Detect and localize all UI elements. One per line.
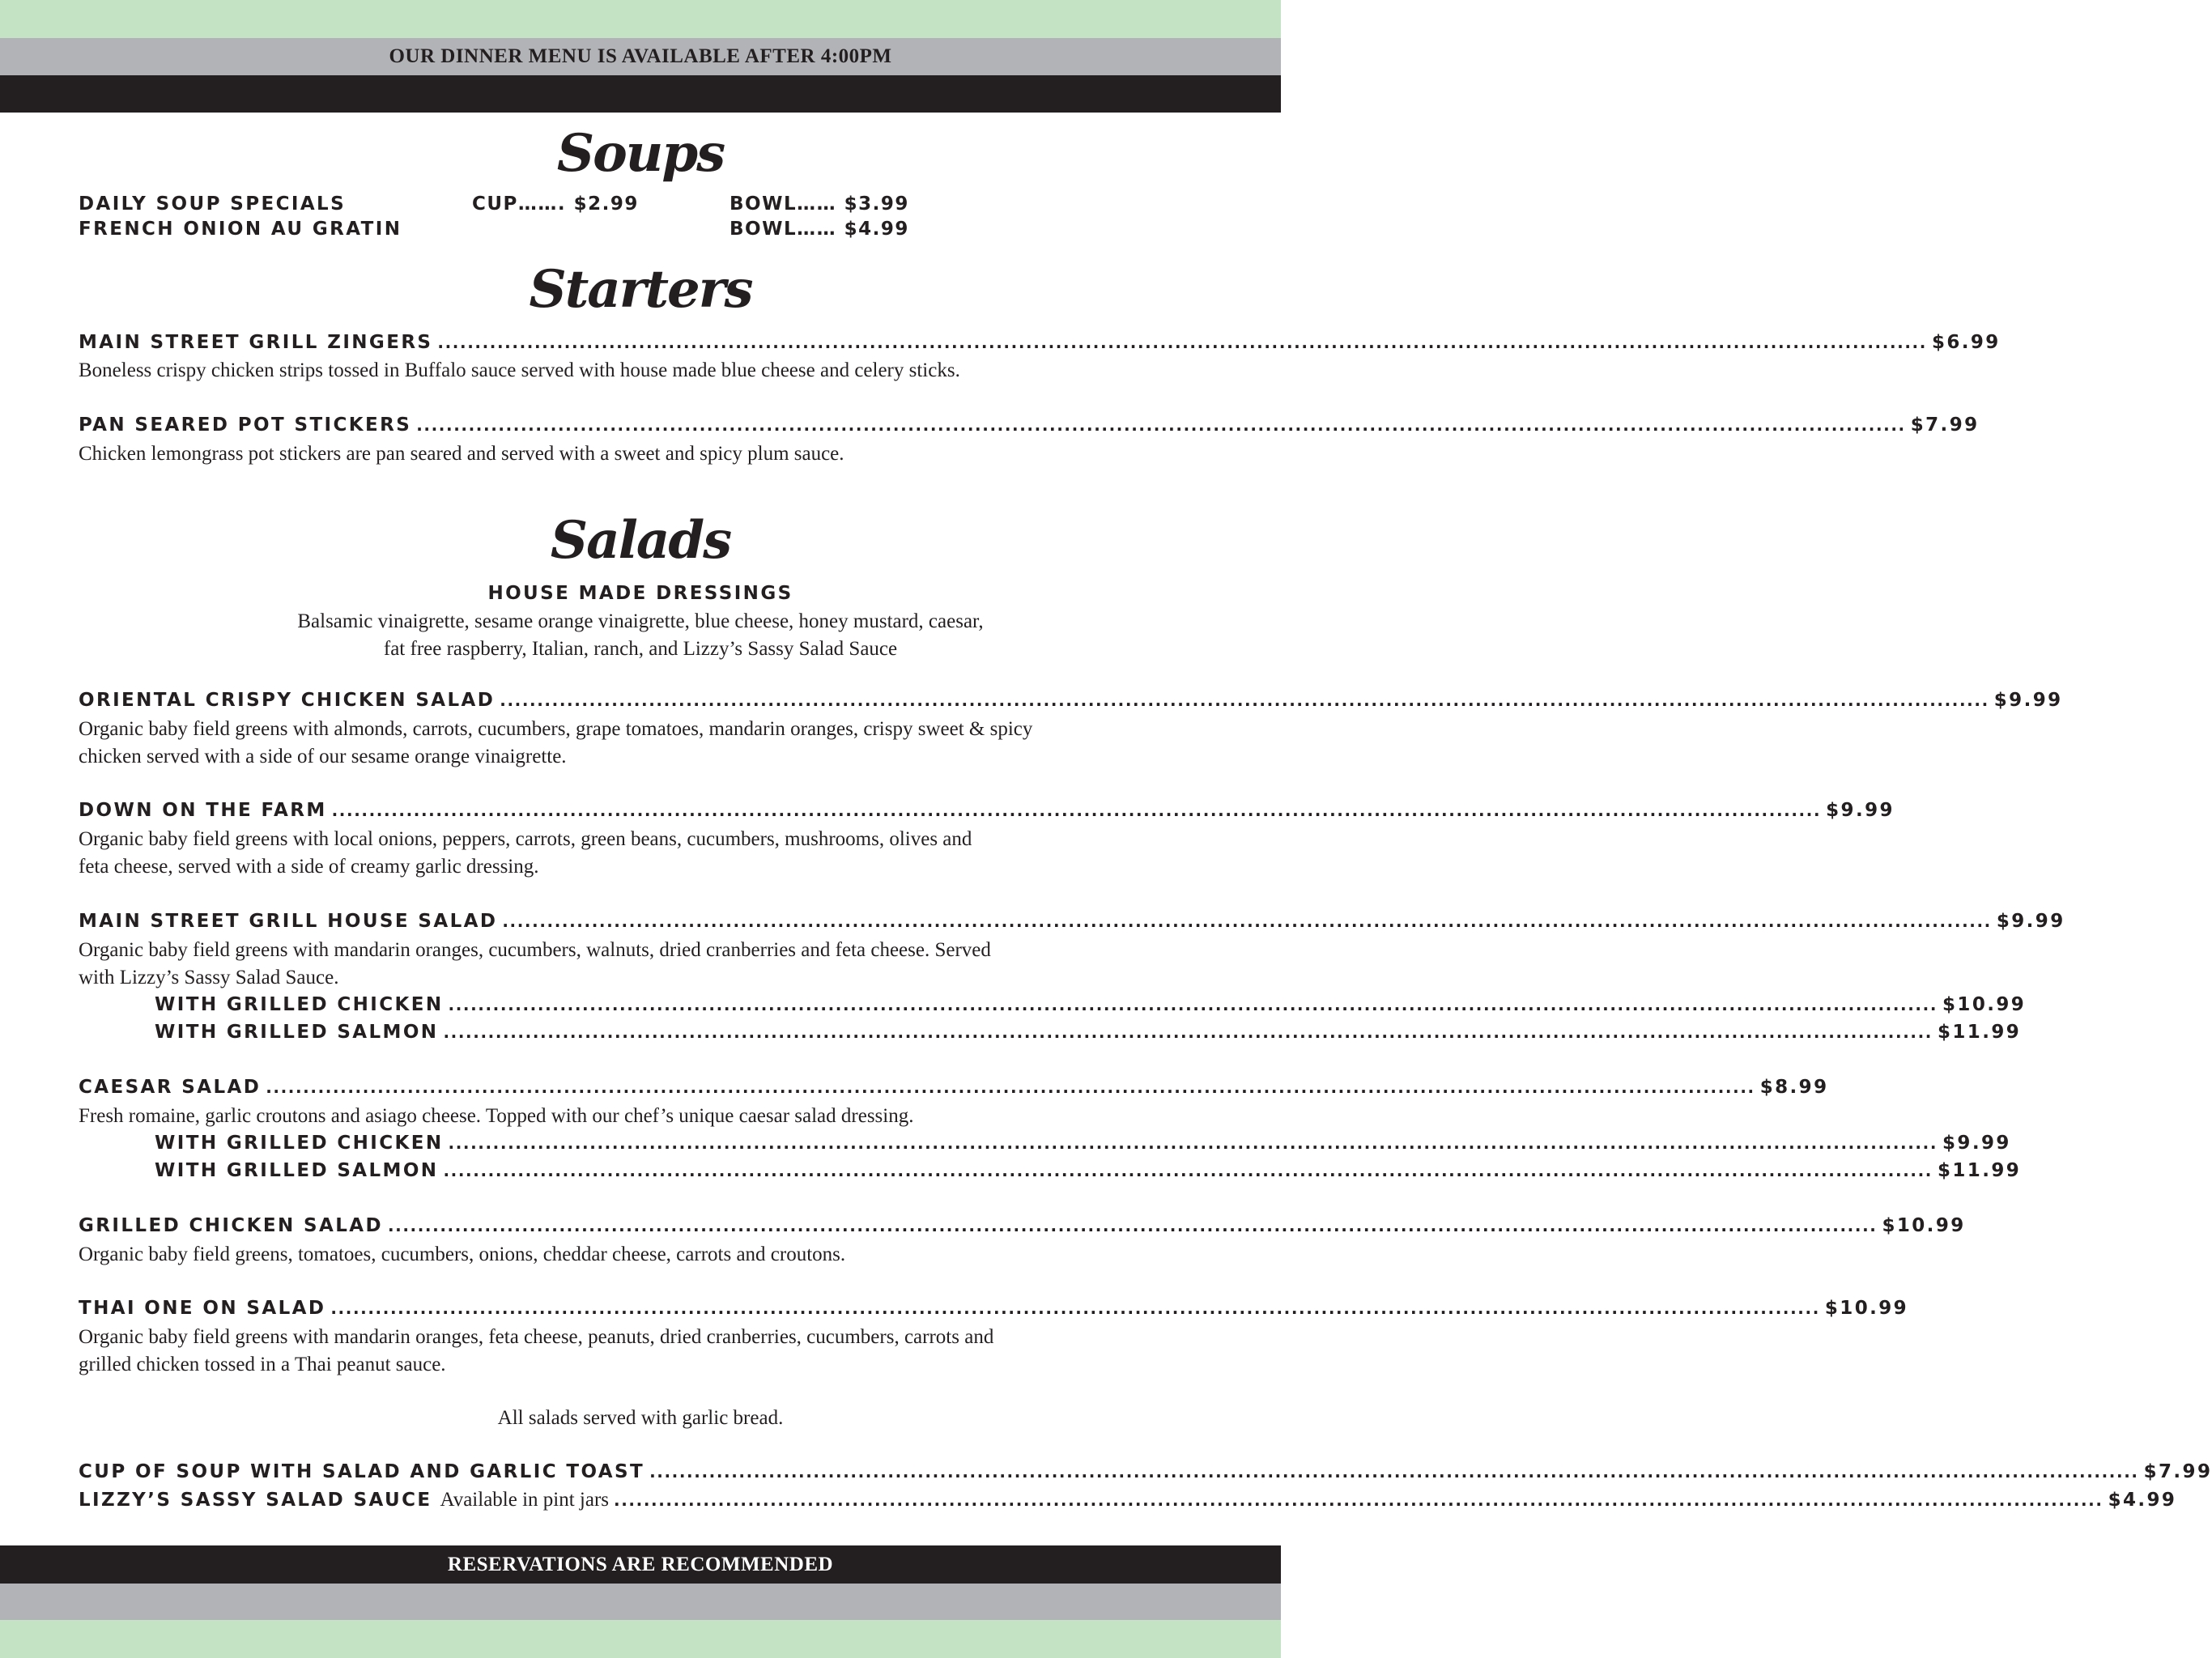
option-price: $11.99: [1937, 1022, 2022, 1043]
item-description-line-1: Organic baby field greens with local onions, peppers, carrots, green beans, cucumbers, mushrooms, olives and: [79, 828, 972, 850]
house-salad-salmon-option: [155, 1022, 2022, 1048]
menu-item-oriental-salad: [79, 690, 2063, 716]
header-banner: [0, 38, 1281, 75]
menu-item-thai-salad: [79, 1298, 1909, 1324]
item-name: THAI ONE ON SALAD: [79, 1298, 326, 1319]
caesar-chicken-option: [155, 1133, 2011, 1158]
dressings-line-2: fat free raspberry, Italian, ranch, and Lizzy’s Sassy Salad Sauce: [383, 638, 898, 660]
menu-item-down-on-the-farm: [79, 800, 1895, 826]
dot-leader: ........................................................................................................................................................................................................: [443, 1022, 1933, 1042]
dot-leader: ........................................................................................................................................................................................................: [649, 1462, 2139, 1482]
item-description-line-1: Organic baby field greens with mandarin oranges, cucumbers, walnuts, dried cranberries and feta cheese. Served: [79, 939, 991, 961]
item-description: Boneless crispy chicken strips tossed in Buffalo sauce served with house made blue cheese and celery sticks.: [79, 359, 960, 381]
option-name: WITH GRILLED CHICKEN: [155, 1133, 444, 1154]
item-price: $10.99: [1882, 1215, 1966, 1236]
item-description-line-1: Organic baby field greens, tomatoes, cucumbers, onions, cheddar cheese, carrots and croutons.: [79, 1244, 846, 1265]
item-description-line-1: Fresh romaine, garlic croutons and asiago cheese. Topped with our chef’s unique caesar salad dressing.: [79, 1105, 914, 1127]
french-onion-bowl-price: BOWL…… $4.99: [730, 219, 909, 240]
item-price: $10.99: [1824, 1298, 1909, 1319]
daily-soup-cup-price: CUP……. $2.99: [472, 193, 639, 215]
menu-item-soup-salad-combo: [79, 1461, 2212, 1487]
item-price: $6.99: [1931, 332, 2001, 353]
dressings-heading: HOUSE MADE DRESSINGS: [487, 583, 793, 604]
menu-item-house-salad: [79, 911, 2065, 937]
item-name: ORIENTAL CRISPY CHICKEN SALAD: [79, 690, 496, 711]
dot-leader: ........................................................................................................................................................................................................: [443, 1161, 1933, 1180]
option-name: WITH GRILLED CHICKEN: [155, 994, 444, 1015]
item-price: $7.99: [2143, 1461, 2212, 1482]
item-name: GRILLED CHICKEN SALAD: [79, 1215, 383, 1236]
item-name: MAIN STREET GRILL ZINGERS: [79, 332, 433, 353]
menu-item-pot-stickers: [79, 414, 1980, 440]
dot-leader: ........................................................................................................................................................................................................: [500, 691, 1989, 710]
item-name: CUP OF SOUP WITH SALAD AND GARLIC TOAST: [79, 1461, 645, 1482]
dot-leader: ........................................................................................................................................................................................................: [437, 333, 1927, 352]
menu-item-caesar-salad: [79, 1077, 1829, 1103]
dinner-notice: OUR DINNER MENU IS AVAILABLE AFTER 4:00PM: [389, 45, 892, 67]
dot-leader: ........................................................................................................................................................................................................: [387, 1216, 1878, 1235]
menu-item-salad-sauce: [79, 1489, 2177, 1515]
reservations-notice: RESERVATIONS ARE RECOMMENDED: [447, 1553, 834, 1575]
dot-leader: ........................................................................................................................................................................................................: [266, 1078, 1755, 1097]
starters-heading: Starters: [529, 259, 752, 320]
option-price: $9.99: [1942, 1133, 2011, 1154]
dot-leader: ........................................................................................................................................................................................................: [502, 912, 1992, 931]
option-price: $11.99: [1937, 1160, 2022, 1181]
item-description-line-1: Organic baby field greens with almonds, carrots, cucumbers, grape tomatoes, mandarin oranges, crispy sweet & spicy: [79, 718, 1033, 740]
item-description-line-2: feta cheese, served with a side of creamy garlic dressing.: [79, 856, 539, 878]
dot-leader: ........................................................................................................................................................................................................: [614, 1490, 2104, 1510]
daily-soup-bowl-price: BOWL…… $3.99: [730, 193, 909, 215]
dot-leader: ........................................................................................................................................................................................................: [448, 1133, 1938, 1153]
bottom-green-band: [0, 1620, 1281, 1658]
salads-heading: Salads: [550, 510, 731, 571]
option-name: WITH GRILLED SALMON: [155, 1022, 439, 1043]
dot-leader: ........................................................................................................................................................................................................: [448, 995, 1938, 1014]
item-description-line-1: Organic baby field greens with mandarin oranges, feta cheese, peanuts, dried cranberries, cucumbers, carrots and: [79, 1326, 994, 1348]
item-description-line-2: chicken served with a side of our sesame orange vinaigrette.: [79, 746, 567, 767]
item-price: $9.99: [1826, 800, 1895, 821]
item-price: $7.99: [1910, 414, 1980, 436]
item-price: $9.99: [1996, 911, 2065, 932]
daily-soup-name: DAILY SOUP SPECIALS: [79, 193, 347, 215]
item-price: $8.99: [1759, 1077, 1829, 1098]
item-name: LIZZY’S SASSY SALAD SAUCE: [79, 1490, 432, 1511]
bottom-gray-band: [0, 1584, 1281, 1620]
dressings-line-1: Balsamic vinaigrette, sesame orange vinaigrette, blue cheese, honey mustard, caesar,: [297, 610, 984, 632]
french-onion-name: FRENCH ONION AU GRATIN: [79, 219, 402, 240]
caesar-salmon-option: [155, 1160, 2022, 1186]
menu-item-zingers: [79, 332, 2001, 358]
menu-item-grilled-chicken-salad: [79, 1215, 1966, 1241]
item-description: Chicken lemongrass pot stickers are pan seared and served with a sweet and spicy plum sauce.: [79, 443, 844, 465]
garlic-bread-note: All salads served with garlic bread.: [497, 1407, 784, 1429]
dot-leader: ........................................................................................................................................................................................................: [331, 801, 1822, 820]
dot-leader: ........................................................................................................................................................................................................: [330, 1299, 1820, 1318]
item-name: PAN SEARED POT STICKERS: [79, 414, 412, 436]
top-black-band: [0, 75, 1281, 113]
item-price: $9.99: [1993, 690, 2063, 711]
option-name: WITH GRILLED SALMON: [155, 1160, 439, 1181]
top-green-band: [0, 0, 1281, 38]
item-note: Available in pint jars: [440, 1489, 610, 1511]
item-name: CAESAR SALAD: [79, 1077, 262, 1098]
dot-leader: ........................................................................................................................................................................................................: [416, 415, 1906, 435]
house-salad-chicken-option: [155, 994, 2027, 1020]
item-description-line-2: with Lizzy’s Sassy Salad Sauce.: [79, 967, 339, 988]
soups-heading: Soups: [556, 123, 725, 184]
footer-banner: [0, 1545, 1281, 1584]
item-name: MAIN STREET GRILL HOUSE SALAD: [79, 911, 498, 932]
option-price: $10.99: [1942, 994, 2027, 1015]
item-name: DOWN ON THE FARM: [79, 800, 327, 821]
item-description-line-2: grilled chicken tossed in a Thai peanut sauce.: [79, 1354, 446, 1375]
item-price: $4.99: [2108, 1490, 2177, 1511]
